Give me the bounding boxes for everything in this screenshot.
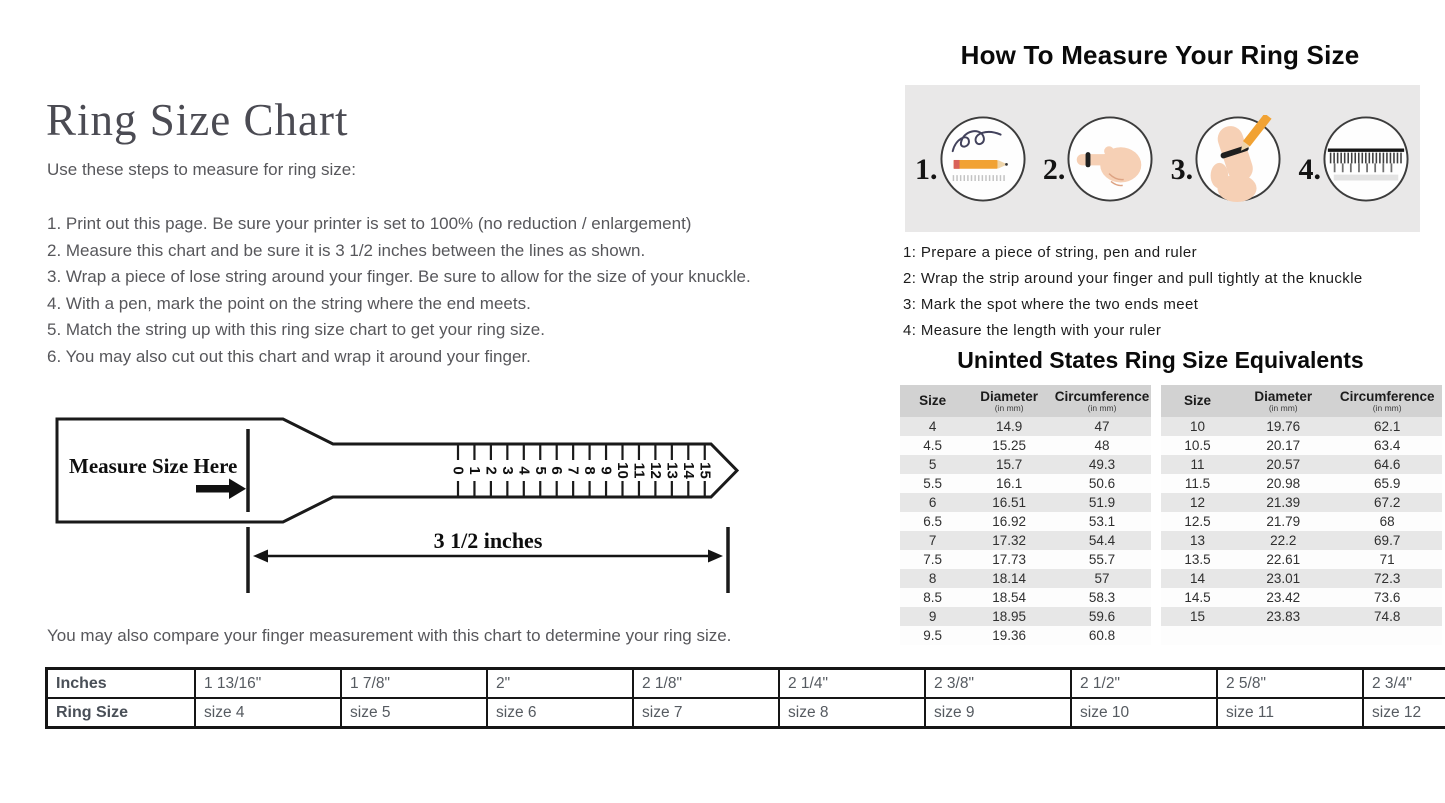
table-cell: 9.5 — [923, 628, 943, 643]
conversion-cell: 2 3/8" — [925, 669, 1071, 699]
table-cell: 21.79 — [1266, 514, 1301, 529]
scale-number: 3 — [498, 466, 516, 475]
howto-item-number: 1. — [915, 152, 938, 186]
table-cell: 19.36 — [992, 628, 1027, 643]
finger-with-string-icon — [1066, 115, 1154, 203]
howto-item-4 — [1298, 115, 1410, 203]
table-header-row — [900, 385, 1151, 417]
table-cell: 17.73 — [992, 552, 1027, 567]
table-cell: 64.6 — [1374, 457, 1401, 472]
table-row — [900, 531, 1151, 550]
table-row — [1161, 436, 1442, 455]
table-cell: 73.6 — [1374, 590, 1401, 605]
howto-item-1 — [915, 115, 1027, 203]
table-cell: 4 — [928, 419, 937, 434]
table-row — [900, 626, 1151, 645]
table-row — [900, 588, 1151, 607]
table-cell: 20.17 — [1266, 438, 1301, 453]
conversion-cell: 1 7/8" — [341, 669, 487, 699]
table-cell: 20.98 — [1266, 476, 1301, 491]
table-cell: 11 — [1190, 457, 1205, 472]
table-cell: 18.14 — [992, 571, 1027, 586]
step-line: 5. Match the string up with this ring size chart to get your ring size. — [47, 320, 545, 339]
scale-number: 7 — [564, 466, 582, 475]
howto-item-number: 2. — [1042, 152, 1066, 186]
conversion-cell: size 5 — [341, 698, 487, 728]
measure-steps-list — [47, 211, 751, 370]
conversion-cell: 2 1/2" — [1071, 669, 1217, 699]
table-cell: 15.7 — [996, 457, 1023, 472]
table-cell: 59.6 — [1088, 609, 1116, 624]
table-row — [900, 417, 1151, 436]
page-title: Ring Size Chart — [46, 95, 349, 145]
table-cell: 6 — [928, 495, 937, 510]
table-cell: 16.51 — [992, 495, 1027, 510]
table-cell: 10 — [1190, 419, 1206, 434]
table-row — [1161, 417, 1442, 436]
scale-number: 10 — [614, 462, 631, 479]
table-row — [1161, 588, 1442, 607]
table-row — [1161, 626, 1442, 645]
step-line: 2. Measure this chart and be sure it is 3 1/2 inches between the lines as shown. — [47, 240, 646, 260]
conversion-cell: size 7 — [633, 698, 779, 728]
table-row — [1161, 531, 1442, 550]
table-cell: 6.5 — [923, 514, 943, 529]
table-cell: 21.39 — [1266, 495, 1301, 510]
table-row — [900, 493, 1151, 512]
col-diameter: Diameter (in mm) — [1234, 385, 1332, 417]
step-line: 6. You may also cut out this chart and wrap it around your finger. — [47, 346, 531, 366]
equivalents-title: Uninted States Ring Size Equivalents — [957, 347, 1364, 373]
table-cell: 55.7 — [1088, 552, 1116, 567]
scale-number: 11 — [630, 462, 648, 479]
row-label-inches: Inches — [47, 669, 196, 699]
table-cell: 23.83 — [1266, 609, 1301, 624]
table-cell: 51.9 — [1088, 495, 1116, 510]
table-cell: 13.5 — [1184, 552, 1211, 567]
dimension-label: 3 1/2 inches — [433, 528, 543, 553]
howto-step: 3: Mark the spot where the two ends meet — [903, 296, 1199, 313]
table-cell: 5 — [928, 457, 937, 472]
table-cell: 72.3 — [1374, 571, 1401, 586]
scale-number: 1 — [465, 466, 483, 475]
table-cell: 22.2 — [1270, 533, 1297, 548]
conversion-cell: size 10 — [1071, 698, 1217, 728]
table-cell: 10.5 — [1184, 438, 1211, 453]
table-cell — [1332, 626, 1442, 645]
table-cell: 22.61 — [1266, 552, 1301, 567]
conversion-row-ring-size — [47, 698, 1445, 728]
table-cell: 17.32 — [992, 533, 1027, 548]
scale-number: 0 — [449, 466, 467, 475]
table-row — [900, 436, 1151, 455]
table-cell: 8.5 — [923, 590, 943, 605]
conversion-cell: 2" — [487, 669, 633, 699]
conversion-cell: 2 1/8" — [633, 669, 779, 699]
table-cell: 7 — [928, 533, 937, 548]
table-cell: 11.5 — [1184, 476, 1211, 491]
scale-number: 13 — [663, 462, 681, 479]
scale-number: 15 — [696, 462, 714, 479]
table-cell: 65.9 — [1374, 476, 1401, 491]
table-cell: 14 — [1190, 571, 1206, 586]
col-diameter: Diameter (in mm) — [965, 385, 1053, 417]
table-cell: 23.42 — [1266, 590, 1301, 605]
conversion-cell: size 9 — [925, 698, 1071, 728]
scale-number: 9 — [597, 466, 615, 475]
howto-step: 1: Prepare a piece of string, pen and ruler — [903, 244, 1198, 261]
table-cell: 54.4 — [1088, 533, 1116, 548]
conversion-cell: 2 5/8" — [1217, 669, 1363, 699]
ring-sizer-diagram — [55, 415, 745, 600]
table-cell: 49.3 — [1088, 457, 1116, 472]
table-row — [900, 569, 1151, 588]
col-size: Size — [1161, 385, 1234, 417]
table-cell: 18.95 — [992, 609, 1027, 624]
howto-step: 2: Wrap the strip around your finger and pull tightly at the knuckle — [903, 270, 1363, 287]
table-cell: 18.54 — [992, 590, 1027, 605]
table-cell: 20.57 — [1266, 457, 1301, 472]
table-cell: 53.1 — [1088, 514, 1116, 529]
table-row — [1161, 512, 1442, 531]
table-row — [1161, 474, 1442, 493]
conversion-cell: size 4 — [195, 698, 341, 728]
table-cell: 71 — [1379, 552, 1395, 567]
table-row — [1161, 550, 1442, 569]
table-cell — [1161, 626, 1234, 645]
table-cell: 13 — [1190, 533, 1206, 548]
table-cell: 16.1 — [996, 476, 1023, 491]
conversion-table — [45, 667, 1445, 729]
scale-number: 8 — [581, 466, 599, 475]
howto-item-number: 3. — [1170, 152, 1194, 186]
conversion-cell: size 11 — [1217, 698, 1363, 728]
table-cell: 57 — [1094, 571, 1110, 586]
scale-number: 6 — [548, 466, 566, 475]
howto-item-2 — [1043, 115, 1155, 203]
table-row — [900, 474, 1151, 493]
conversion-cell: size 6 — [487, 698, 633, 728]
conversion-cell: 2 1/4" — [779, 669, 925, 699]
scale-number: 5 — [531, 466, 549, 475]
scale-number: 2 — [482, 466, 500, 475]
table-row — [1161, 607, 1442, 626]
table-cell: 15 — [1190, 609, 1206, 624]
table-cell: 15.25 — [992, 438, 1027, 453]
table-cell: 14.9 — [996, 419, 1023, 434]
table-cell: 74.8 — [1374, 609, 1401, 624]
table-cell: 58.3 — [1088, 590, 1116, 605]
howto-steps-list — [903, 244, 1363, 348]
table-cell: 23.01 — [1266, 571, 1301, 586]
scale-number: 14 — [679, 462, 697, 479]
table-cell: 5.5 — [923, 476, 943, 491]
col-size: Size — [900, 385, 965, 417]
table-cell: 12 — [1190, 495, 1206, 510]
conversion-table-wrap — [45, 667, 1445, 729]
compare-note: You may also compare your finger measurement with this chart to determine your ring size. — [47, 626, 732, 645]
table-cell: 12.5 — [1184, 514, 1211, 529]
conversion-row-inches — [47, 669, 1445, 699]
table-row — [1161, 569, 1442, 588]
scale-number: 12 — [646, 462, 664, 479]
table-row — [900, 550, 1151, 569]
table-cell: 9 — [928, 609, 937, 624]
table-cell: 48 — [1094, 438, 1110, 453]
scale-number: 4 — [515, 466, 533, 475]
table-cell: 62.1 — [1374, 419, 1401, 434]
conversion-cell: size 12 — [1363, 698, 1445, 728]
string-pen-ruler-icon — [939, 115, 1027, 203]
ring-size-table-left — [900, 385, 1151, 645]
equivalents-tables — [900, 385, 1442, 645]
table-cell: 8 — [928, 571, 937, 586]
table-row — [1161, 455, 1442, 474]
howto-item-3 — [1171, 115, 1283, 203]
ruler-icon — [1322, 115, 1410, 203]
table-cell: 50.6 — [1088, 476, 1116, 491]
conversion-cell: 1 13/16" — [195, 669, 341, 699]
table-row — [900, 512, 1151, 531]
step-line: 1. Print out this page. Be sure your printer is set to 100% (no reduction / enlargement) — [47, 214, 692, 233]
conversion-cell: 2 3/4" — [1363, 669, 1445, 699]
conversion-cell: size 8 — [779, 698, 925, 728]
table-cell: 14.5 — [1184, 590, 1211, 605]
row-label-ring-size: Ring Size — [47, 698, 196, 728]
col-circumference: Circumference (in mm) — [1332, 385, 1442, 417]
table-cell: 4.5 — [923, 438, 943, 453]
table-row — [1161, 493, 1442, 512]
howto-item-number: 4. — [1298, 152, 1321, 186]
intro-text: Use these steps to measure for ring size: — [47, 160, 356, 179]
table-cell: 67.2 — [1374, 495, 1401, 510]
table-cell: 63.4 — [1374, 438, 1401, 453]
howto-step: 4: Measure the length with your ruler — [903, 322, 1162, 339]
table-cell: 16.92 — [992, 514, 1027, 529]
measure-size-here-label: Measure Size Here — [69, 454, 238, 478]
table-cell: 19.76 — [1266, 419, 1301, 434]
table-cell: 68 — [1379, 514, 1395, 529]
howto-illustrations — [905, 85, 1420, 232]
table-row — [900, 607, 1151, 626]
table-cell: 7.5 — [923, 552, 943, 567]
table-cell: 69.7 — [1374, 533, 1401, 548]
step-line: 3. Wrap a piece of lose string around your finger. Be sure to allow for the size of your knuckle. — [47, 267, 751, 286]
table-cell: 60.8 — [1088, 628, 1116, 643]
col-circumference: Circumference (in mm) — [1053, 385, 1151, 417]
table-row — [900, 455, 1151, 474]
mark-string-icon — [1194, 115, 1282, 203]
howto-title: How To Measure Your Ring Size — [960, 40, 1360, 70]
ring-size-table-right — [1161, 385, 1442, 645]
table-header-row — [1161, 385, 1442, 417]
table-cell: 47 — [1094, 419, 1110, 434]
table-cell — [1234, 626, 1332, 645]
step-line: 4. With a pen, mark the point on the string where the end meets. — [47, 293, 531, 313]
